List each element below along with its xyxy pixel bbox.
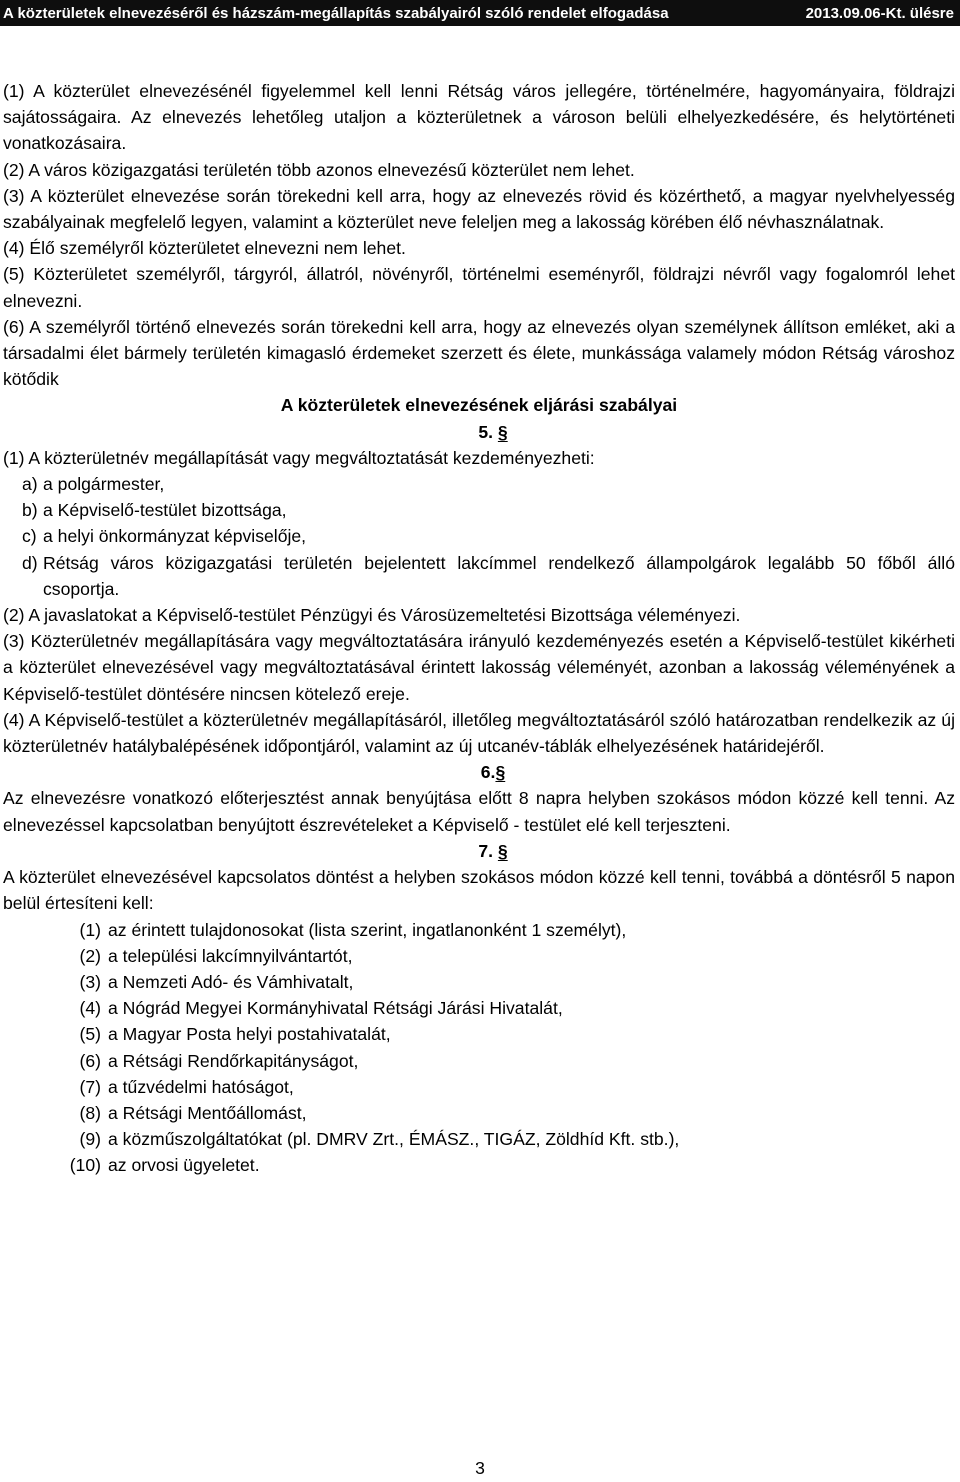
section-number: 7. [478, 840, 493, 861]
paragraph: (6) A személyről történő elnevezés során törekedni kell arra, hogy az elnevezés olyan személynek állítson emléket, aki a társadalmi élet bármely területén kimagasló érdemeket szerzett és élete, munkássága valamely módon Rétság városhoz kötődik [3, 316, 955, 390]
list-item [3, 995, 955, 1021]
list-marker: (5) [79, 1024, 101, 1045]
section5-list [3, 471, 955, 602]
list-item [3, 917, 955, 943]
section7-list [3, 917, 955, 1179]
list-item [3, 1074, 955, 1100]
list-text: a közműszolgáltatókat (pl. DMRV Zrt., ÉMÁSZ., TIGÁZ, Zöldhíd Kft. stb.), [108, 1129, 680, 1150]
list-item [3, 1021, 955, 1047]
list-item [3, 1126, 955, 1152]
list-marker: (1) [79, 919, 101, 940]
section-sign: § [497, 421, 508, 442]
list-item [3, 523, 955, 549]
list-marker: (8) [79, 1102, 101, 1123]
list-item [3, 1100, 955, 1126]
list-item [3, 497, 955, 523]
list-item [3, 1152, 955, 1178]
list-marker: (6) [79, 1050, 101, 1071]
list-marker: (3) [79, 971, 101, 992]
list-text: a tűzvédelmi hatóságot, [108, 1076, 294, 1097]
paragraph: (4) A Képviselő-testület a közterületnév megállapításáról, illetőleg megváltoztatásáról szóló határozatban rendelkezik az új közterületnév hatálybalépésének időpontjáról, valamint az új utcanév-táblák elhelyezésének határidejéről. [3, 709, 955, 757]
list-text: a helyi önkormányzat képviselője, [43, 526, 307, 547]
section-sign: § [495, 762, 506, 783]
list-text: a polgármester, [43, 474, 165, 495]
list-marker: c) [22, 526, 37, 547]
paragraph: (2) A város közigazgatási területén több azonos elnevezésű közterület nem lehet. [3, 159, 635, 180]
document-header [0, 0, 960, 26]
section-number: 6. [480, 762, 496, 783]
chapter-title: A közterületek elnevezésének eljárási szabályai [280, 395, 678, 416]
list-item [3, 969, 955, 995]
section-sign: § [497, 840, 508, 861]
list-item [3, 471, 955, 497]
header-date: 2013.09.06-Kt. ülésre [805, 4, 954, 22]
paragraph: (1) A közterületnév megállapítását vagy megváltoztatását kezdeményezheti: [3, 447, 595, 468]
list-marker: (9) [79, 1129, 101, 1150]
list-text: a Nógrád Megyei Kormányhivatal Rétsági Járási Hivatalát, [108, 998, 563, 1019]
document-body [3, 78, 955, 1179]
paragraph: (3) A közterület elnevezése során törekedni kell arra, hogy az elnevezés rövid és közérthető, a magyar nyelvhelyesség szabályainak megfelelő legyen, valamint a közterület neve feleljen meg a lakosság körében élő névhasználatnak. [3, 185, 955, 233]
list-text: a Nemzeti Adó- és Vámhivatalt, [108, 971, 354, 992]
paragraph: (3) Közterületnév megállapítására vagy megváltoztatására irányuló kezdeményezés esetén a Képviselő-testület kikérheti a közterület elnevezésével vagy megváltoztatásával érintett lakosság véleményét, azonban a lakosság véleményének a Képviselő-testület döntésére nincsen kötelező ereje. [3, 631, 955, 704]
section-heading-6 [3, 759, 955, 785]
list-marker: (10) [69, 1155, 101, 1176]
list-text: az orvosi ügyeletet. [108, 1155, 260, 1176]
section-number: 5. [478, 421, 493, 442]
list-marker: (4) [79, 998, 101, 1019]
paragraph: A közterület elnevezésével kapcsolatos döntést a helyben szokásos módon közzé kell tenni, továbbá a döntésről 5 napon belül értesíteni kell: [3, 867, 955, 914]
paragraph: (2) A javaslatokat a Képviselő-testület Pénzügyi és Városüzemeltetési Bizottsága véleményezi. [3, 605, 741, 626]
list-text: a Képviselő-testület bizottsága, [43, 500, 287, 521]
list-item [3, 1048, 955, 1074]
paragraph: (4) Élő személyről közterületet elnevezni nem lehet. [3, 238, 406, 259]
list-marker: b) [22, 500, 38, 521]
page-number: 3 [475, 1458, 485, 1478]
list-item [3, 550, 955, 602]
list-text: a Magyar Posta helyi postahivatalát, [108, 1024, 391, 1045]
list-marker: a) [22, 474, 38, 495]
paragraph: (1) A közterület elnevezésénél figyelemmel kell lenni Rétság város jellegére, történelmére, hagyományaira, földrajzi sajátosságaira. Az elnevezés lehetőleg utaljon a közterületnek a városon belüli elhelyezkedésére, és helytörténeti vonatkozásaira. [3, 81, 955, 154]
list-item [3, 943, 955, 969]
list-text: a Rétsági Rendőrkapitányságot, [108, 1050, 359, 1071]
list-marker: (2) [79, 945, 101, 966]
list-text: az érintett tulajdonosokat (lista szerint, ingatlanonként 1 személyt), [108, 919, 627, 940]
list-marker: d) [22, 552, 38, 573]
header-title: A közterületek elnevezéséről és házszám-megállapítás szabályairól szóló rendelet elfogadása [3, 4, 669, 22]
list-text: Rétság város közigazgatási területén bejelentett lakcímmel rendelkező állampolgárok legalább 50 főből álló csoportja. [43, 552, 955, 599]
list-text: a települési lakcímnyilvántartót, [108, 945, 353, 966]
paragraph: (5) Közterületet személyről, tárgyról, állatról, növényről, történelmi eseményről, földrajzi névről vagy fogalomról lehet elnevezni. [3, 264, 955, 311]
paragraph: Az elnevezésre vonatkozó előterjesztést annak benyújtása előtt 8 napra helyben szokásos módon közzé kell tenni. Az elnevezéssel kapcsolatban benyújtott észrevételeket a Képviselő - testület elé kell terjeszteni. [3, 788, 955, 835]
section-heading-5 [3, 419, 955, 445]
section-heading-7 [3, 838, 955, 864]
list-marker: (7) [79, 1076, 101, 1097]
list-text: a Rétsági Mentőállomást, [108, 1102, 307, 1123]
